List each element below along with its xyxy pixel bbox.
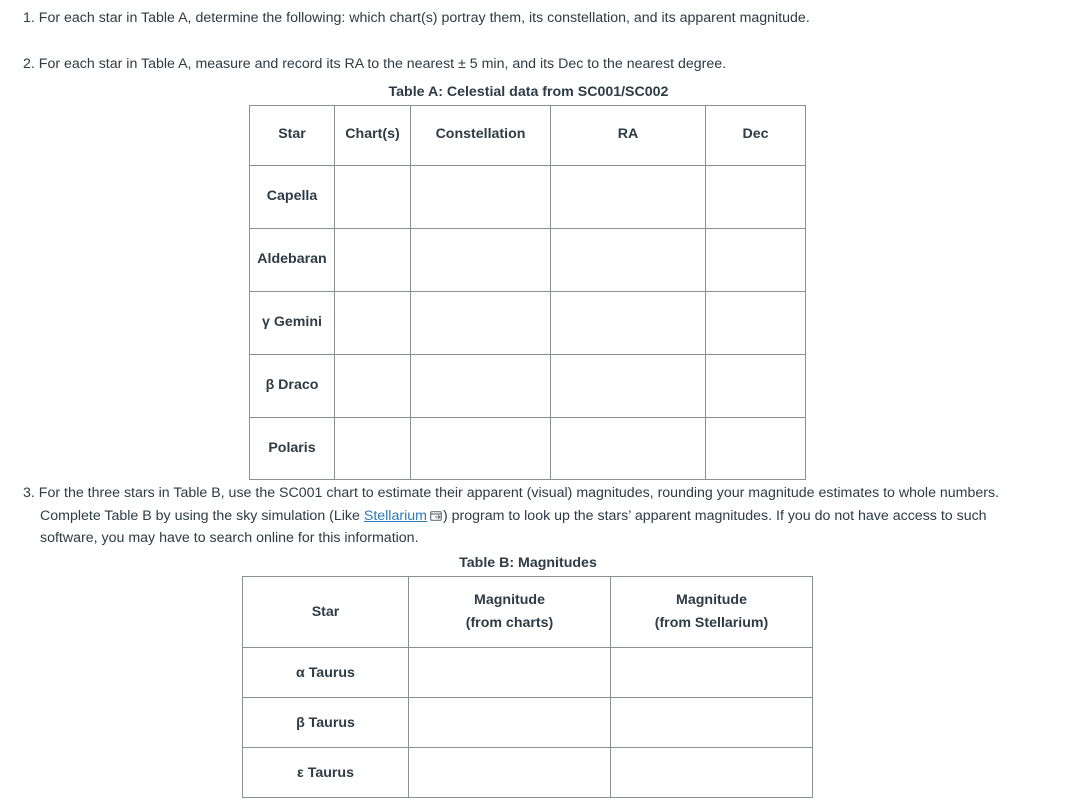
dec-input-cell[interactable] xyxy=(706,418,806,480)
table-row xyxy=(243,748,813,798)
table-a-header-star: Star xyxy=(250,106,335,166)
table-row xyxy=(243,698,813,748)
question-3-line-2-start: Complete Table B by using the sky simulation (Like xyxy=(40,507,364,524)
question-3 xyxy=(23,482,1063,550)
question-3-line-1: 3. For the three stars in Table B, use the SC001 chart to estimate their apparent (visual) magnitudes, rounding your magnitude estimates to whole numbers. xyxy=(23,485,1000,501)
magnitude-charts-input-cell[interactable] xyxy=(409,648,611,698)
table-a-header-dec: Dec xyxy=(706,106,806,166)
table-a-header-ra: RA xyxy=(551,106,706,166)
table-a-header-constellation: Constellation xyxy=(411,106,551,166)
question-2: 2. For each star in Table A, measure and record its RA to the nearest ± 5 min, and its Dec to the nearest degree. xyxy=(23,56,727,72)
table-b-header-magnitude-stellarium xyxy=(611,577,813,648)
star-name-cell: Aldebaran xyxy=(250,229,335,292)
star-name-cell: α Taurus xyxy=(243,648,409,698)
charts-input-cell[interactable] xyxy=(335,418,411,480)
table-b-header-row xyxy=(243,577,813,648)
table-row xyxy=(243,648,813,698)
magnitude-stellarium-input-cell[interactable] xyxy=(611,748,813,798)
magnitude-stellarium-input-cell[interactable] xyxy=(611,698,813,748)
question-3-line-3: software, you may have to search online for this information. xyxy=(40,530,419,546)
table-b-caption: Table B: Magnitudes xyxy=(459,555,597,571)
dec-input-cell[interactable] xyxy=(706,292,806,355)
ra-input-cell[interactable] xyxy=(551,292,706,355)
table-a-header-charts: Chart(s) xyxy=(335,106,411,166)
table-a-caption: Table A: Celestial data from SC001/SC002 xyxy=(388,84,669,100)
table-row xyxy=(250,355,806,418)
table-a xyxy=(249,105,806,480)
table-b xyxy=(242,576,813,798)
constellation-input-cell[interactable] xyxy=(411,292,551,355)
star-name-cell: Capella xyxy=(250,166,335,229)
question-3-line-2 xyxy=(23,505,1063,528)
magnitude-charts-input-cell[interactable] xyxy=(409,748,611,798)
magnitude-stellarium-input-cell[interactable] xyxy=(611,648,813,698)
constellation-input-cell[interactable] xyxy=(411,418,551,480)
charts-input-cell[interactable] xyxy=(335,292,411,355)
external-link-icon[interactable] xyxy=(430,510,443,521)
magnitude-charts-sublabel: (from charts) xyxy=(465,615,554,631)
magnitude-charts-input-cell[interactable] xyxy=(409,698,611,748)
star-name-cell: ε Taurus xyxy=(243,748,409,798)
ra-input-cell[interactable] xyxy=(551,355,706,418)
magnitude-stellarium-label: Magnitude xyxy=(676,592,747,608)
ra-input-cell[interactable] xyxy=(551,418,706,480)
table-row xyxy=(250,418,806,480)
star-name-cell: γ Gemini xyxy=(250,292,335,355)
question-3-line-2-end: ) program to look up the stars’ apparent magnitudes. If you do not have access to such xyxy=(442,507,987,524)
magnitude-charts-label: Magnitude xyxy=(474,592,545,608)
table-row xyxy=(250,229,806,292)
dec-input-cell[interactable] xyxy=(706,229,806,292)
stellarium-link[interactable]: Stellarium xyxy=(363,507,427,524)
charts-input-cell[interactable] xyxy=(335,166,411,229)
table-b-header-star: Star xyxy=(243,577,409,648)
magnitude-stellarium-sublabel: (from Stellarium) xyxy=(654,615,769,631)
dec-input-cell[interactable] xyxy=(706,166,806,229)
constellation-input-cell[interactable] xyxy=(411,166,551,229)
question-1: 1. For each star in Table A, determine the following: which chart(s) portray them, its constellation, and its apparent magnitude. xyxy=(23,10,810,26)
table-row xyxy=(250,292,806,355)
star-name-cell: Polaris xyxy=(250,418,335,480)
ra-input-cell[interactable] xyxy=(551,229,706,292)
charts-input-cell[interactable] xyxy=(335,229,411,292)
charts-input-cell[interactable] xyxy=(335,355,411,418)
dec-input-cell[interactable] xyxy=(706,355,806,418)
ra-input-cell[interactable] xyxy=(551,166,706,229)
star-name-cell: β Taurus xyxy=(243,698,409,748)
constellation-input-cell[interactable] xyxy=(411,229,551,292)
star-name-cell: β Draco xyxy=(250,355,335,418)
table-b-header-magnitude-charts xyxy=(409,577,611,648)
table-a-header-row xyxy=(250,106,806,166)
constellation-input-cell[interactable] xyxy=(411,355,551,418)
table-row xyxy=(250,166,806,229)
